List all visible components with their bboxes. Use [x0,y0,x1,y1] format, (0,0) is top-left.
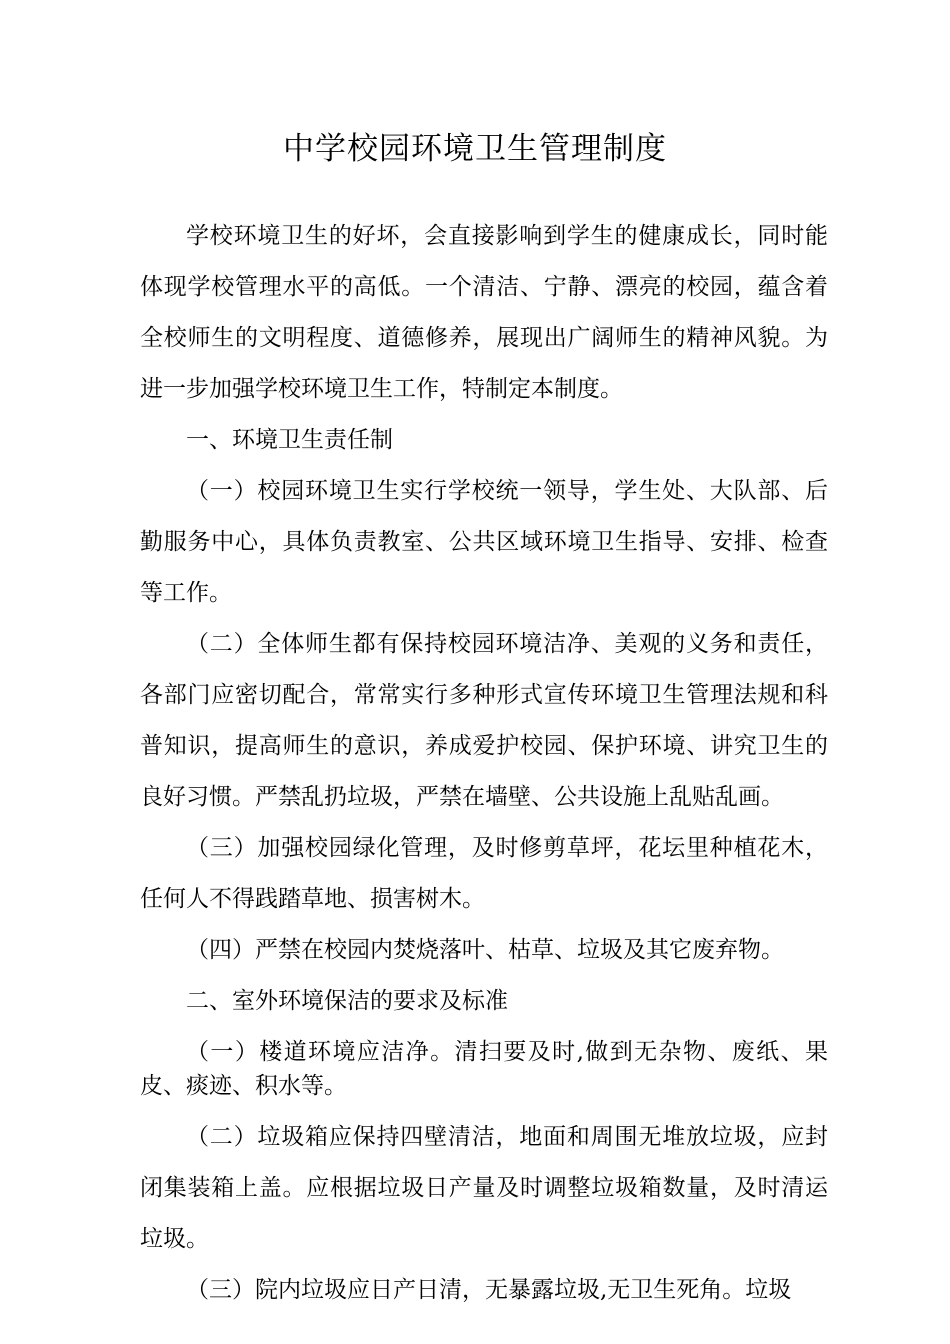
paragraph-1-1: （一）校园环境卫生实行学校统一领导，学生处、大队部、后勤服务中心，具体负责教室、公共区域环境卫生指导、安排、检查等工作。 [140,478,828,606]
paragraph-intro: 学校环境卫生的好坏，会直接影响到学生的健康成长，同时能体现学校管理水平的高低。一个清洁、宁静、漂亮的校园，蕴含着全校师生的文明程度、道德修养，展现出广阔师生的精神风貌。为进一步加强学校环境卫生工作，特制定本制度。 [140,223,828,402]
document-body [140,211,828,1316]
paragraph-2-1: （一）楼道环境应洁净。清扫要及时,做到无杂物、废纸、果皮、痰迹、积水等。 [140,1039,828,1099]
paragraph-1-3: （三）加强校园绿化管理，及时修剪草坪，花坛里种植花木，任何人不得践踏草地、损害树木。 [140,835,828,912]
section-heading-1: 一、环境卫生责任制 [186,427,393,453]
paragraph-2-3: （三）院内垃圾应日产日清，无暴露垃圾,无卫生死角。垃圾 [186,1277,792,1303]
paragraph-1-2: （二）全体师生都有保持校园环境洁净、美观的义务和责任，各部门应密切配合，常常实行多种形式宣传环境卫生管理法规和科普知识，提高师生的意识，养成爱护校园、保护环境、讲究卫生的良好习惯。严禁乱扔垃圾，严禁在墙壁、公共设施上乱贴乱画。 [140,631,828,810]
paragraph-2-2: （二）垃圾箱应保持四壁清洁，地面和周围无堆放垃圾，应封闭集装箱上盖。应根据垃圾日产量及时调整垃圾箱数量，及时清运垃圾。 [140,1124,828,1252]
section-heading-2: 二、室外环境保洁的要求及标准 [186,988,508,1014]
document-title: 中学校园环境卫生管理制度 [283,131,667,167]
paragraph-1-4: （四）严禁在校园内焚烧落叶、枯草、垃圾及其它废弃物。 [186,937,784,963]
